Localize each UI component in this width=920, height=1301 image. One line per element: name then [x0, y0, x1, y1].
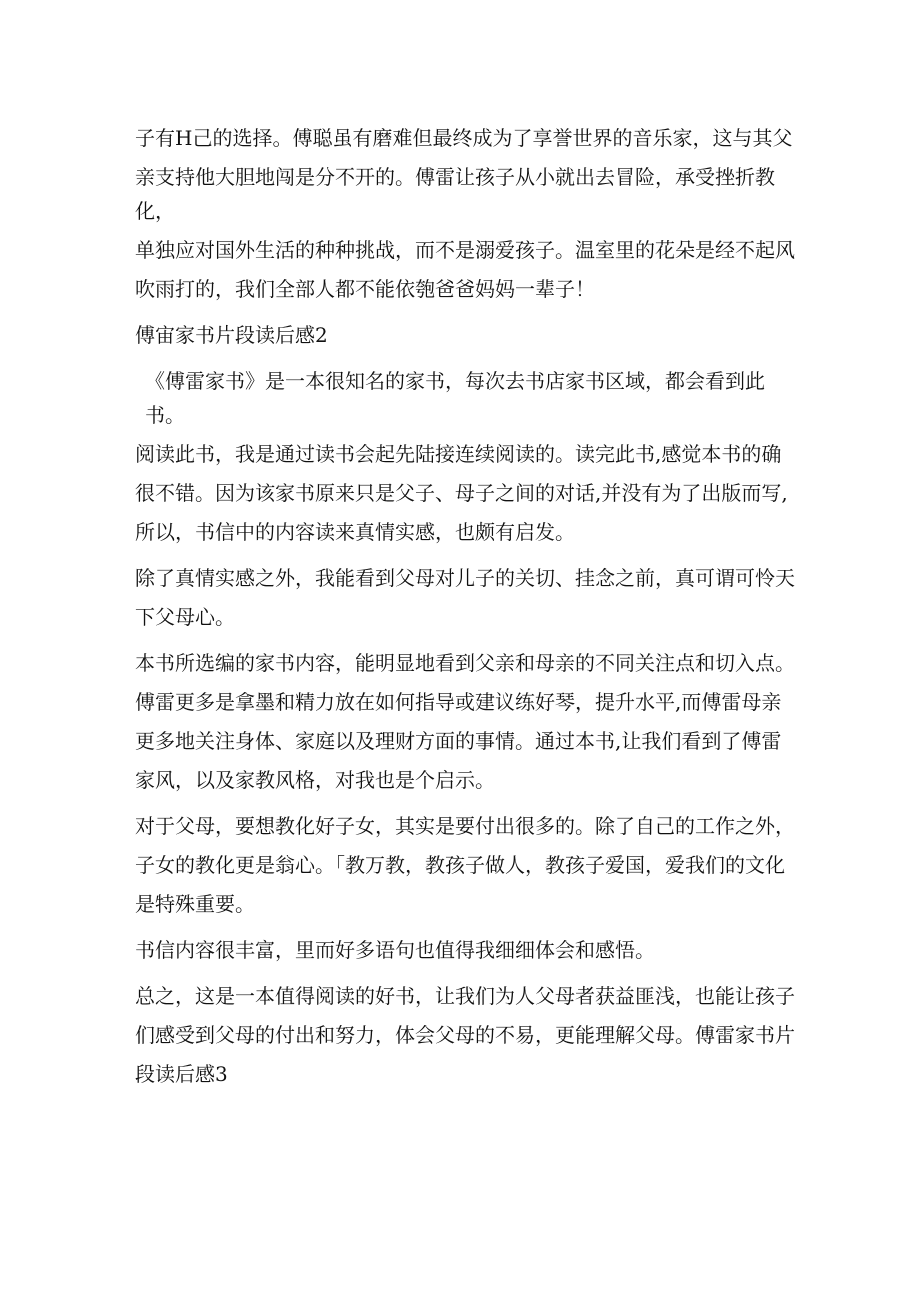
text-line: 子有H己的选择。傅聪虽有磨难但最终成为了享誉世界的音乐家，这与其父 — [135, 126, 793, 150]
text-line: 段读后感3 — [135, 1062, 228, 1086]
text-line: 是特殊重要。 — [135, 892, 255, 916]
paragraph-1 — [135, 121, 800, 306]
text-line: 所以，书信中的内容读来真情实感，也颇有启发。 — [135, 520, 575, 544]
text-line: 除了真情实感之外，我能看到父母对儿子的关切、挂念之前，真可谓可怜天 — [135, 566, 795, 590]
text-line: 吹雨打的，我们全部人都不能依匏爸爸妈妈一辈子！ — [135, 277, 595, 301]
heading-text: 傅宙家书片段读后感2 — [135, 323, 328, 347]
text-line: 单独应对国外生活的种种挑战，而不是溺爱孩子。温室里的花朵是经不起风 — [135, 238, 795, 262]
text-line: 对于父母，要想教化好子女，其实是要付出很多的。除了自己的工作之外， — [135, 814, 795, 838]
text-line: 总之，这是一本值得阅读的好书，让我们为人父母者获益匪浅，也能让孩子 — [135, 984, 795, 1008]
paragraph-3 — [135, 561, 800, 634]
section-heading — [135, 318, 800, 352]
text-line: 很不错。因为该家书原来只是父子、母子之间的对话,并没有为了出版而写, — [135, 481, 788, 505]
paragraph-6 — [135, 933, 800, 967]
text-line: 子女的教化更是翁心。「教万教，教孩子做人，教孩子爱国，爱我们的文化 — [135, 853, 785, 877]
paragraph-2 — [135, 364, 800, 432]
text-line: 傅雷更多是拿墨和精力放在如何指导或建议练好琴，提升水平,而傅雷母亲 — [135, 690, 782, 714]
paragraph-7 — [135, 979, 800, 1091]
paragraph-2-continued — [135, 437, 800, 549]
text-line: 书信内容很丰富，里而好多语句也值得我细细体会和感悟。 — [135, 938, 655, 962]
text-line: 《傅雷家书》是一本很知名的家书，每次去书店家书区域，都会看到此书。 — [145, 369, 765, 427]
text-line: 们感受到父母的付出和努力，体会父母的不易，更能理解父母。傅雷家书片 — [135, 1023, 795, 1047]
text-line: 亲支持他大胆地闯是分不开的。傅雷让孩子从小就出去冒险，承受挫折教化， — [135, 165, 775, 223]
text-line: 本书所选编的家书内容，能明显地看到父亲和母亲的不同关注点和切入点。 — [135, 651, 795, 675]
text-line: 阅读此书，我是通过读书会起先陆接连续阅读的。读完此书,感觉本书的确 — [135, 442, 782, 466]
text-line: 下父母心。 — [135, 605, 235, 629]
paragraph-4 — [135, 646, 800, 797]
paragraph-5 — [135, 809, 800, 921]
text-line: 家风，以及家教风格，对我也是个启示。 — [135, 768, 495, 792]
document-body — [135, 121, 800, 1091]
text-line: 更多地关注身体、家庭以及理财方面的事情。通过本书,让我们看到了傅雷 — [135, 729, 782, 753]
